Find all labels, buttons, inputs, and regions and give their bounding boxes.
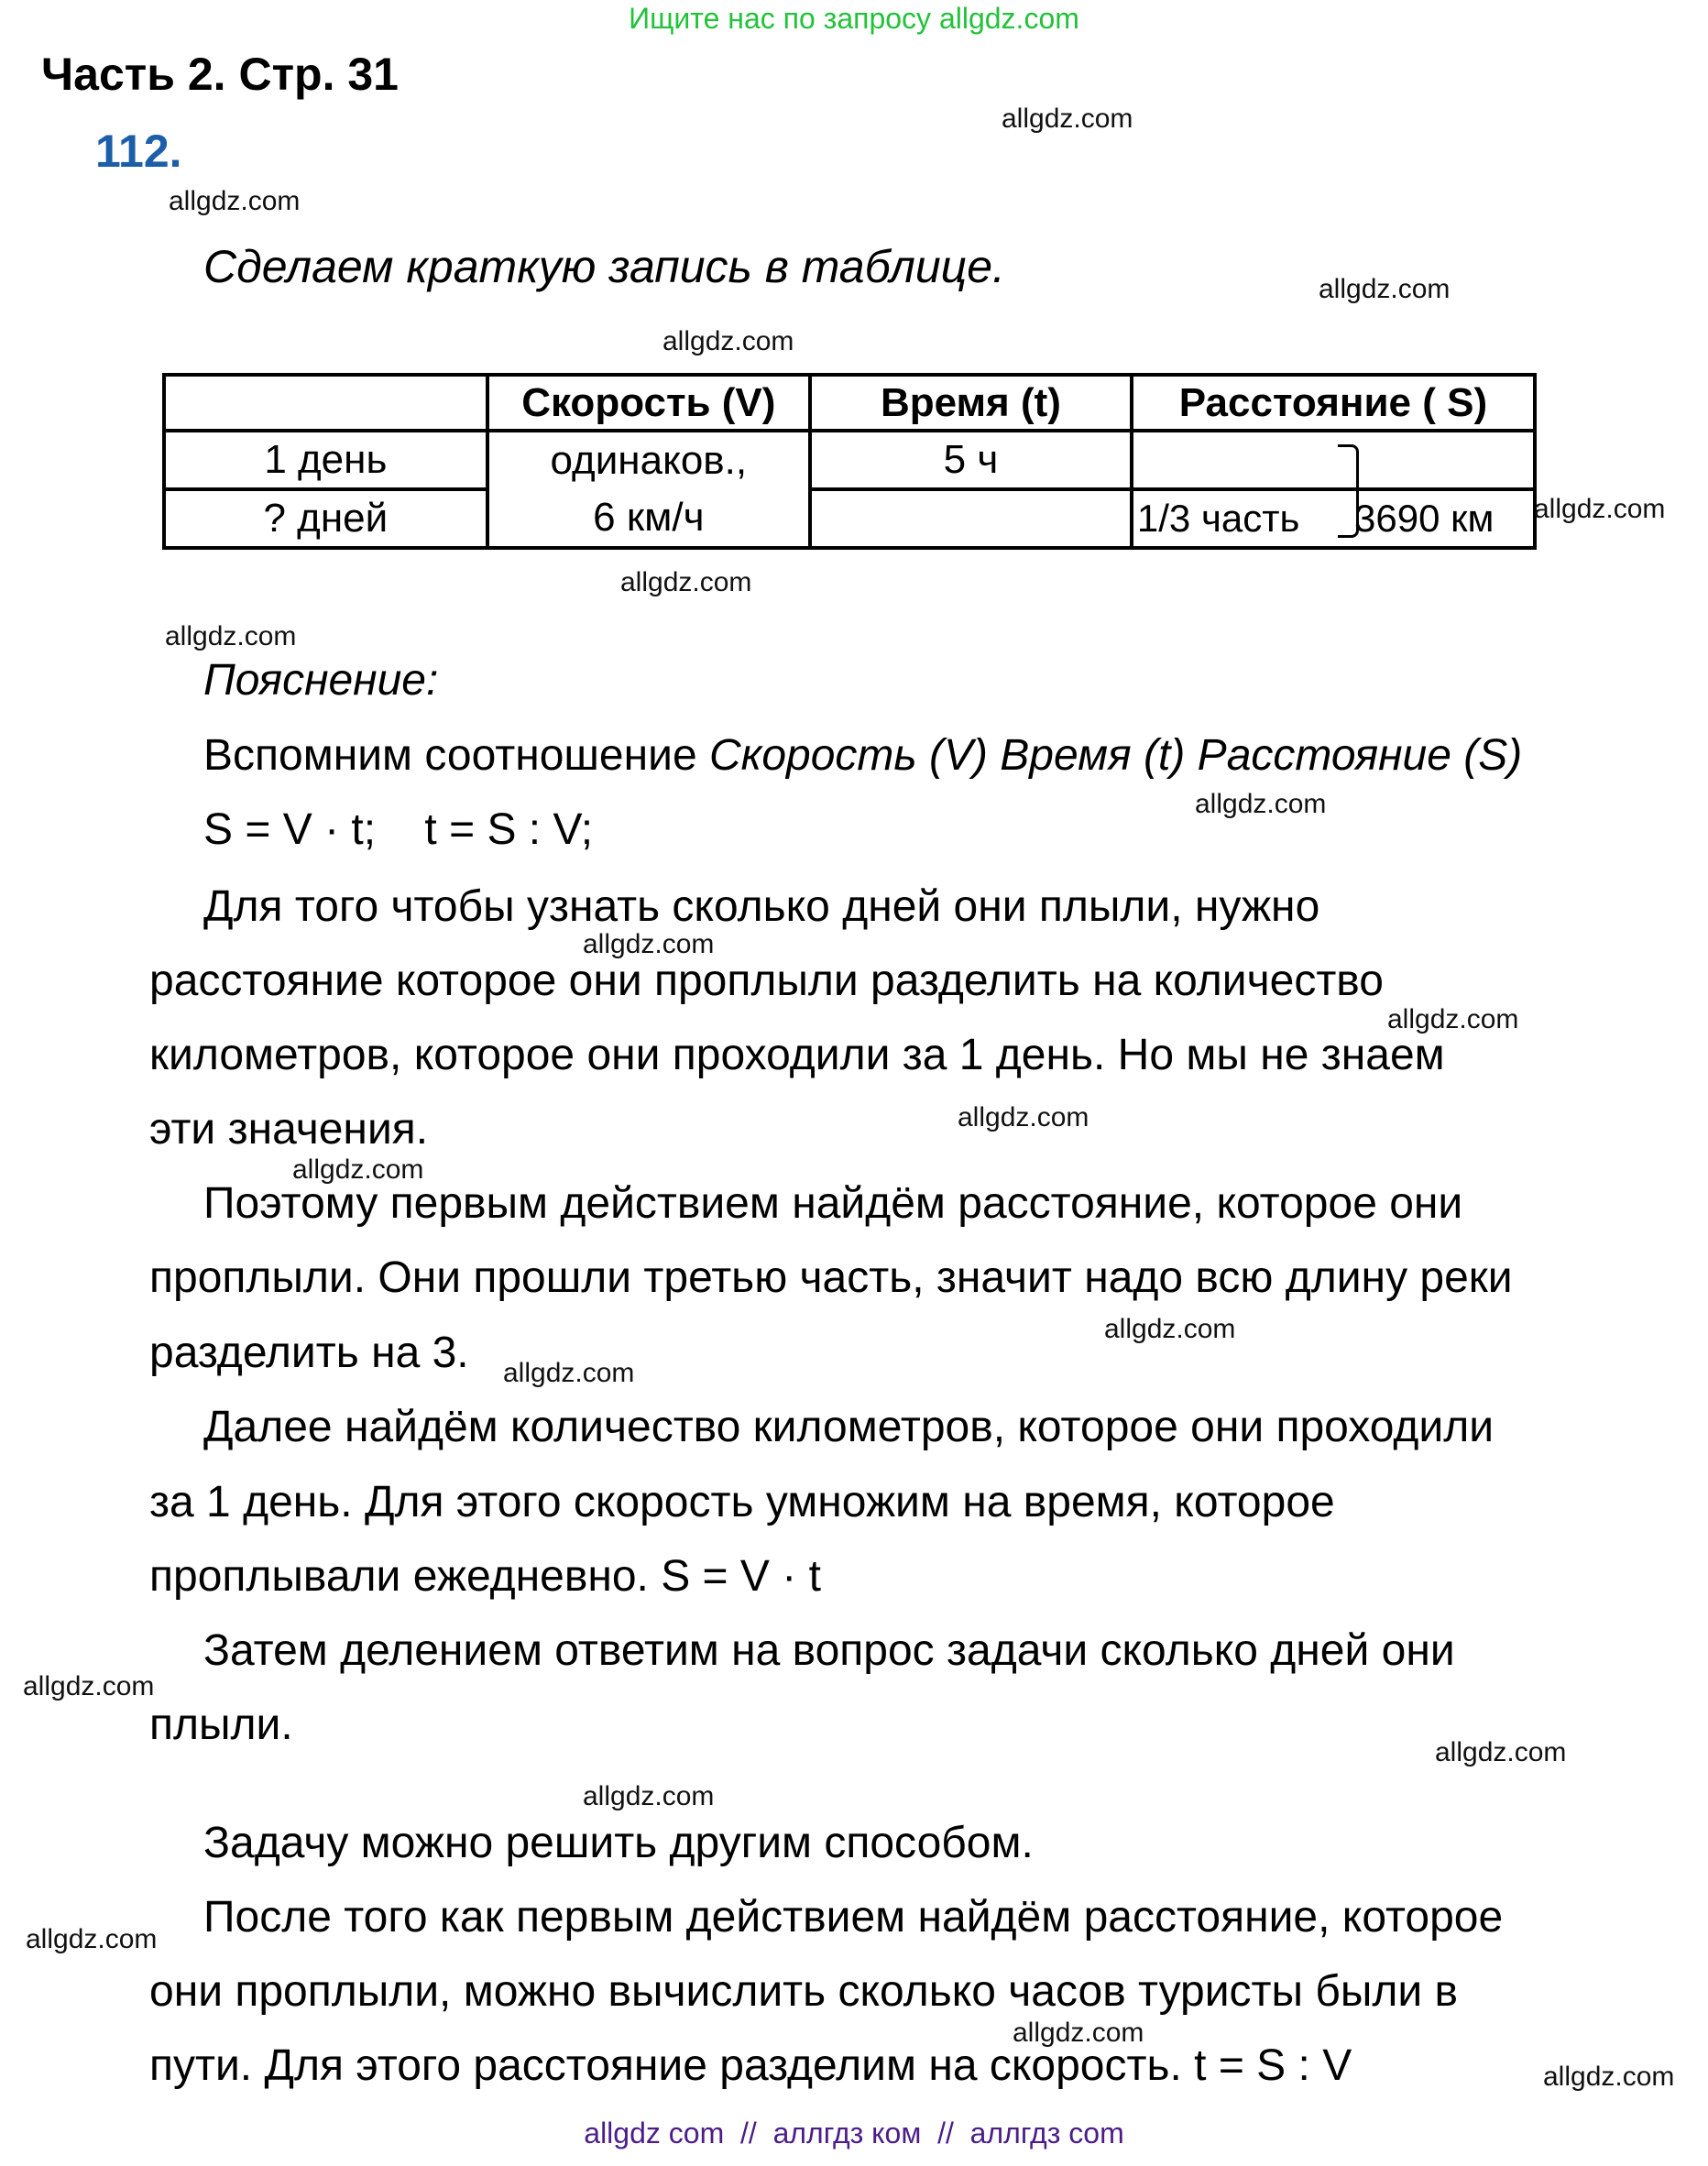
text-line: Поэтому первым действием найдём расстояние, которое они [203,1179,1463,1228]
speed-cell [487,431,810,548]
watermark: allgdz.com [169,186,301,216]
text-line: пути. Для этого расстояние разделим на скорость. t = S : V [149,2041,1352,2090]
text-line: После того как первым действием найдём расстояние, которое [203,1893,1504,1942]
watermark: allgdz.com [1534,494,1666,524]
text-line: эти значения. [149,1105,429,1154]
time-cell: 5 ч [810,431,1132,489]
table-row [164,489,1535,548]
summary-table [162,373,1537,550]
relation-italic: Скорость (V) Время (t) Расстояние (S) [708,731,1523,780]
speed-line1: одинаков., [550,438,748,483]
watermark: allgdz.com [1319,274,1451,304]
text-line: они проплыли, можно вычислить сколько часов туристы были в [149,1967,1458,2016]
formulas-line: S = V · t; t = S : V; [203,805,594,854]
watermark: allgdz.com [292,1154,424,1185]
relation-line [203,730,1522,781]
text-line: Далее найдём количество километров, которое они проходили [203,1403,1494,1451]
explanation-heading: Пояснение: [203,656,439,705]
row-label: 1 день [164,431,487,489]
watermark: allgdz.com [662,326,794,356]
watermark: allgdz.com [1104,1314,1236,1344]
search-banner: Ищите нас по запросу allgdz.com [629,2,1079,35]
header-empty [164,375,487,431]
distance-cell [1132,489,1535,548]
text-line: плыли. [149,1701,293,1749]
relation-prefix: Вспомним соотношение [203,731,709,780]
text-line: Задачу можно решить другим способом. [203,1819,1034,1867]
text-line: расстояние которое они проплыли разделить на количество [149,957,1384,1005]
watermark: allgdz.com [26,1924,158,1954]
text-line: разделить на 3. [149,1329,469,1377]
watermark: allgdz.com [165,621,297,651]
speed-line2: 6 км/ч [593,495,705,540]
text-line: за 1 день. Для этого скорость умножим на время, которое [149,1478,1335,1526]
distance-part: 1/3 часть [1136,497,1300,540]
table-row [164,431,1535,489]
header-distance: Расстояние ( S) [1132,375,1535,431]
watermark: allgdz.com [1435,1737,1567,1767]
time-cell [810,489,1132,548]
distance-total: 3690 км [1354,497,1494,540]
part-title: Часть 2. Стр. 31 [41,49,399,100]
task-number: 112. [95,126,182,177]
distance-cell [1132,431,1535,489]
intro-text: Сделаем краткую запись в таблице. [203,241,1005,292]
table-header-row [164,375,1535,431]
watermark: allgdz.com [620,567,752,597]
brace-icon [1338,444,1359,538]
row-label: ? дней [164,489,487,548]
text-line: проплыли. Они прошли третью часть, значит надо всю длину реки [149,1253,1513,1302]
header-time: Время (t) [810,375,1132,431]
text-line: километров, которое они проходили за 1 день. Но мы не знаем [149,1031,1445,1079]
watermark: allgdz.com [1002,104,1133,134]
watermark: allgdz.com [958,1102,1089,1132]
watermark: allgdz.com [1195,789,1327,819]
footer-watermark: allgdz com // аллгдз ком // аллгдз com [584,2117,1124,2150]
header-speed: Скорость (V) [487,375,810,431]
text-line: Для того чтобы узнать сколько дней они плыли, нужно [203,882,1320,931]
watermark: allgdz.com [583,1781,715,1811]
watermark: allgdz.com [1013,2018,1144,2048]
text-line: проплывали ежедневно. S = V · t [149,1552,821,1601]
watermark: allgdz.com [1543,2062,1675,2092]
watermark: allgdz.com [23,1671,155,1701]
watermark: allgdz.com [1387,1004,1519,1034]
text-line: Затем делением ответим на вопрос задачи сколько дней они [203,1626,1455,1675]
watermark: allgdz.com [583,929,715,959]
watermark: allgdz.com [503,1358,635,1388]
